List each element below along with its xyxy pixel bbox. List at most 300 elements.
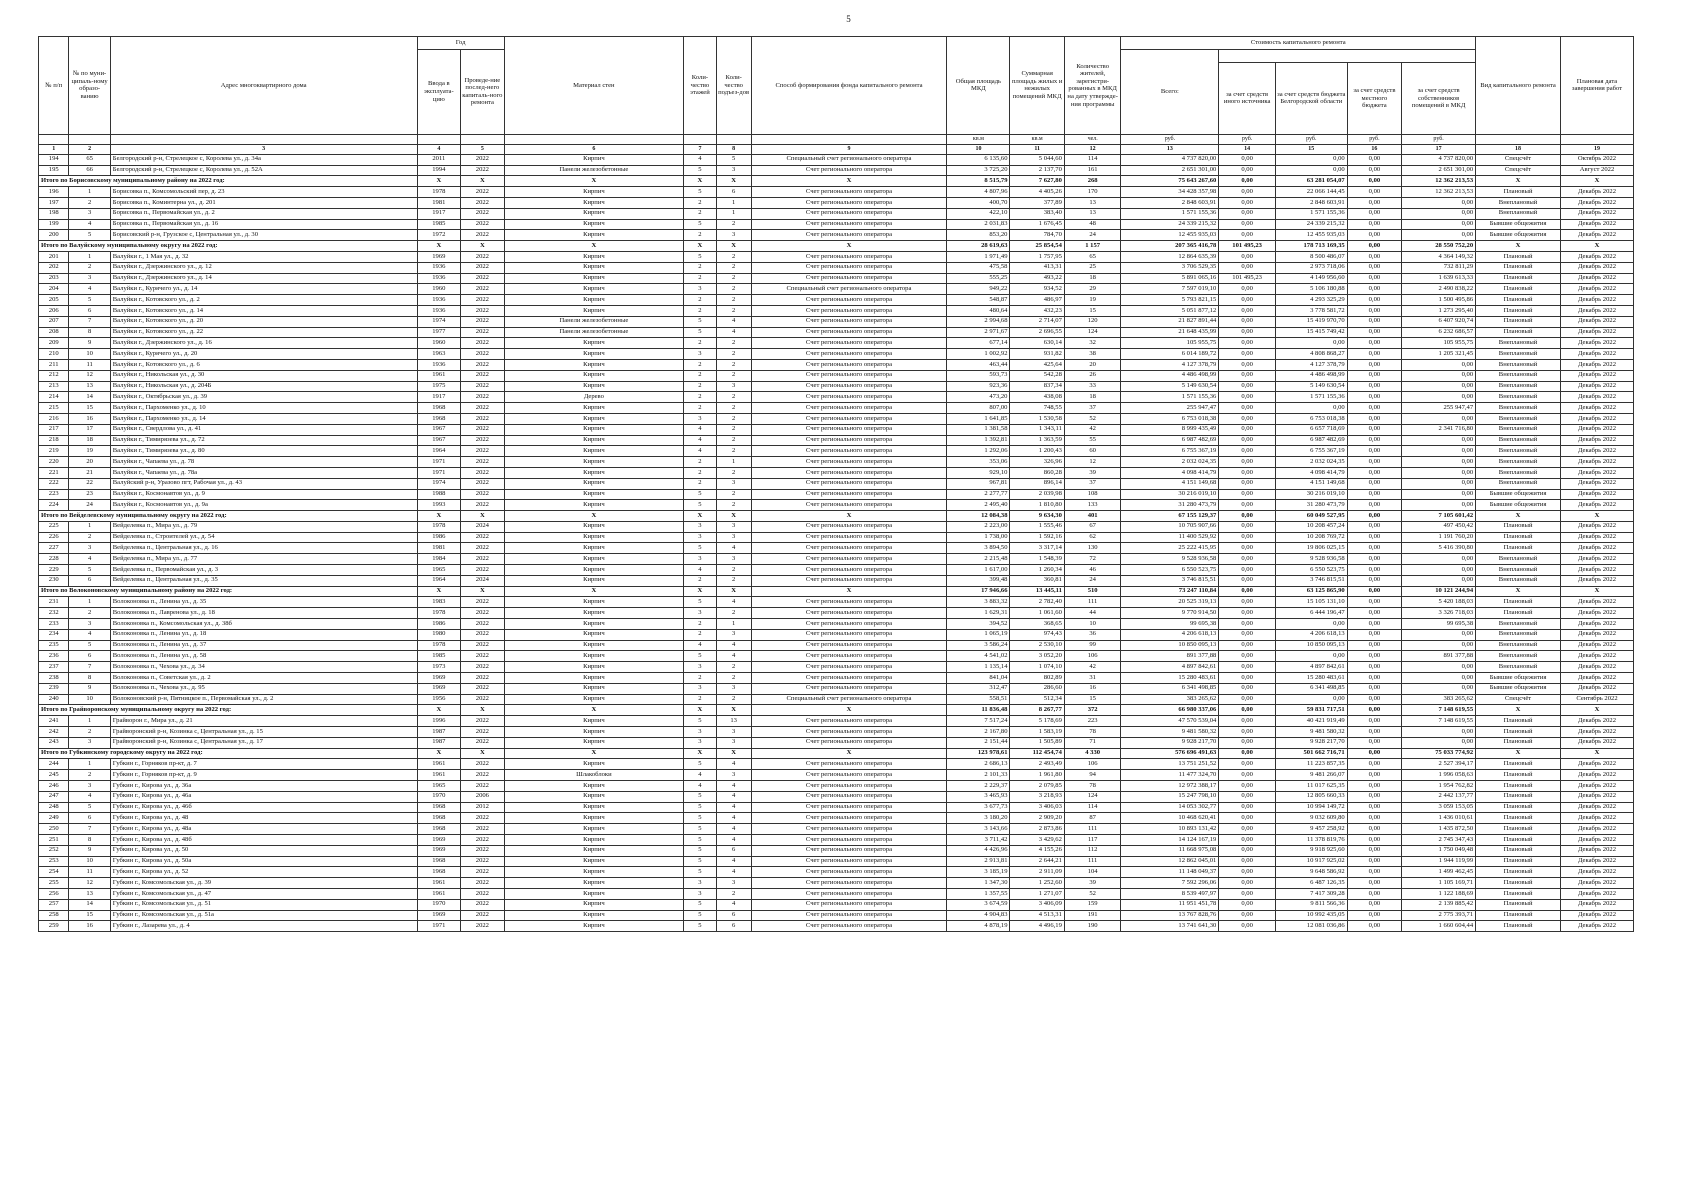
cost-local-cell: 0,00 <box>1347 489 1401 500</box>
floors-cell: X <box>684 241 717 252</box>
cost-total-cell: 8 999 435,49 <box>1121 424 1219 435</box>
cost-owners-cell: 0,00 <box>1402 737 1476 748</box>
plan-date-cell: Декабрь 2022 <box>1560 392 1633 403</box>
table-row <box>39 273 1634 284</box>
repair-type-cell: Внеплановый <box>1476 651 1561 662</box>
table-row <box>39 813 1634 824</box>
table-row <box>39 565 1634 576</box>
cost-owners-cell: 0,00 <box>1402 489 1476 500</box>
row-num-cell: 203 <box>39 273 69 284</box>
mun-num-cell: 19 <box>69 446 110 457</box>
entrances-cell: 2 <box>716 662 751 673</box>
repair-type-cell: Плановый <box>1476 532 1561 543</box>
mun-num-cell: 11 <box>69 867 110 878</box>
cost-owners-cell: 1 105 169,71 <box>1402 878 1476 889</box>
table-row <box>39 651 1634 662</box>
plan-date-cell: X <box>1560 176 1633 187</box>
cost-local-cell: 0,00 <box>1347 813 1401 824</box>
total-area-cell: 677,14 <box>947 338 1010 349</box>
year-commission-cell: 1964 <box>417 446 461 457</box>
cost-regional-cell: 7 417 309,28 <box>1275 888 1347 899</box>
cost-regional-cell: 6 444 196,47 <box>1275 608 1347 619</box>
cost-total-cell: 6 753 018,38 <box>1121 413 1219 424</box>
plan-date-cell: Декабрь 2022 <box>1560 845 1633 856</box>
cost-local-cell: 0,00 <box>1347 673 1401 684</box>
plan-date-cell: Декабрь 2022 <box>1560 619 1633 630</box>
year-last-repair-cell: 2012 <box>461 802 505 813</box>
cost-regional-cell: 4 151 149,68 <box>1275 478 1347 489</box>
year-last-repair-cell: 2022 <box>461 262 505 273</box>
year-last-repair-cell: 2024 <box>461 575 505 586</box>
cost-other-cell: 0,00 <box>1219 759 1276 770</box>
cost-local-cell: 0,00 <box>1347 716 1401 727</box>
table-row <box>39 295 1634 306</box>
year-commission-cell: 1968 <box>417 403 461 414</box>
wall-material-cell: Кирпич <box>504 262 684 273</box>
wall-material-cell: Кирпич <box>504 575 684 586</box>
cost-regional-cell: 10 917 925,02 <box>1275 856 1347 867</box>
mun-num-cell: 5 <box>69 295 110 306</box>
plan-date-cell: Декабрь 2022 <box>1560 899 1633 910</box>
cost-owners-cell: 6 407 920,74 <box>1402 316 1476 327</box>
plan-date-cell: X <box>1560 748 1633 759</box>
year-commission-cell: 1961 <box>417 370 461 381</box>
repair-type-cell: X <box>1476 241 1561 252</box>
wall-material-cell: Шлакоблоки <box>504 770 684 781</box>
row-num-cell: 194 <box>39 154 69 165</box>
subtotal-label: Итого по Волоконовскому муниципальному району на 2022 год: <box>39 586 418 597</box>
repair-type-cell: Плановый <box>1476 802 1561 813</box>
entrances-cell: 2 <box>716 219 751 230</box>
cost-owners-cell: 1 996 058,63 <box>1402 770 1476 781</box>
total-area-cell: 1 971,49 <box>947 251 1010 262</box>
floors-cell: 5 <box>684 856 717 867</box>
cost-local-cell: 0,00 <box>1347 597 1401 608</box>
wall-material-cell: Кирпич <box>504 284 684 295</box>
repair-type-cell: Внеплановый <box>1476 478 1561 489</box>
year-commission-cell: 1968 <box>417 813 461 824</box>
mun-num-cell: 3 <box>69 781 110 792</box>
year-commission-cell: X <box>417 176 461 187</box>
year-last-repair-cell: 2022 <box>461 154 505 165</box>
entrances-cell: X <box>716 748 751 759</box>
cost-other-cell: 0,00 <box>1219 640 1276 651</box>
row-num-cell: 206 <box>39 305 69 316</box>
total-area-cell: 2 101,33 <box>947 770 1010 781</box>
cost-regional-cell: 10 992 435,05 <box>1275 910 1347 921</box>
total-area-cell: 4 541,02 <box>947 651 1010 662</box>
table-row <box>39 435 1634 446</box>
wall-material-cell: Кирпич <box>504 683 684 694</box>
entrances-cell: 4 <box>716 781 751 792</box>
cost-regional-cell: 8 500 486,07 <box>1275 251 1347 262</box>
cost-regional-cell: 22 066 144,45 <box>1275 187 1347 198</box>
subtotal-label: Итого по Борисовскому муниципальному району на 2022 год: <box>39 176 418 187</box>
wall-material-cell: Кирпич <box>504 424 684 435</box>
plan-date-cell: Декабрь 2022 <box>1560 910 1633 921</box>
floors-cell: 5 <box>684 219 717 230</box>
residents-cell: 18 <box>1064 273 1121 284</box>
year-last-repair-cell: 2022 <box>461 640 505 651</box>
plan-date-cell: X <box>1560 241 1633 252</box>
column-number-10: 10 <box>947 144 1010 154</box>
cost-local-cell: 0,00 <box>1347 781 1401 792</box>
floors-cell: 4 <box>684 640 717 651</box>
year-last-repair-cell: 2022 <box>461 359 505 370</box>
floors-cell: X <box>684 748 717 759</box>
year-commission-cell: 1987 <box>417 737 461 748</box>
address-cell: Волоконовка п., Ленина ул., д. 35 <box>110 597 417 608</box>
fund-method-cell: Счет регионального оператора <box>751 521 947 532</box>
wall-material-cell: Кирпич <box>504 867 684 878</box>
cost-owners-cell: 2 139 885,42 <box>1402 899 1476 910</box>
address-cell: Валуйки г., Пархоменко ул., д. 10 <box>110 403 417 414</box>
cost-other-cell: 0,00 <box>1219 651 1276 662</box>
total-area-cell: 3 711,42 <box>947 835 1010 846</box>
cost-total-cell: 10 893 131,42 <box>1121 824 1219 835</box>
floors-cell: 2 <box>684 457 717 468</box>
table-row <box>39 910 1634 921</box>
repair-type-cell: Плановый <box>1476 187 1561 198</box>
fund-method-cell: Счет регионального оператора <box>751 392 947 403</box>
entrances-cell: 3 <box>716 727 751 738</box>
plan-date-cell: Декабрь 2022 <box>1560 716 1633 727</box>
cost-regional-cell: 60 049 527,95 <box>1275 511 1347 522</box>
plan-date-cell: X <box>1560 705 1633 716</box>
residents-cell: 24 <box>1064 575 1121 586</box>
cost-total-cell: 4 151 149,68 <box>1121 478 1219 489</box>
cost-regional-cell: 6 753 018,38 <box>1275 413 1347 424</box>
fund-method-cell: Счет регионального оператора <box>751 770 947 781</box>
living-area-cell: 438,08 <box>1010 392 1064 403</box>
wall-material-cell: Дерево <box>504 392 684 403</box>
table-body <box>39 154 1634 931</box>
fund-method-cell: Счет регионального оператора <box>751 575 947 586</box>
cost-total-cell: 383 265,62 <box>1121 694 1219 705</box>
year-last-repair-cell: 2022 <box>461 856 505 867</box>
residents-cell: 124 <box>1064 791 1121 802</box>
address-cell: Грайворонский р-н, Козинка с, Центральная ул., д. 15 <box>110 727 417 738</box>
cost-local-cell: 0,00 <box>1347 845 1401 856</box>
total-area-cell: 2 994,68 <box>947 316 1010 327</box>
unit-cell-6 <box>504 134 684 144</box>
living-area-cell: 360,81 <box>1010 575 1064 586</box>
entrances-cell: 3 <box>716 629 751 640</box>
year-commission-cell: 1960 <box>417 284 461 295</box>
cost-owners-cell: 891 377,88 <box>1402 651 1476 662</box>
table-row <box>39 737 1634 748</box>
fund-method-cell: X <box>751 241 947 252</box>
residents-cell: 114 <box>1064 154 1121 165</box>
cost-regional-cell: 24 339 215,32 <box>1275 219 1347 230</box>
fund-method-cell: Счет регионального оператора <box>751 662 947 673</box>
row-num-cell: 235 <box>39 640 69 651</box>
year-last-repair-cell: 2022 <box>461 500 505 511</box>
plan-date-cell: Декабрь 2022 <box>1560 737 1633 748</box>
address-cell: Волоконовка п., Ленина ул., д. 58 <box>110 651 417 662</box>
wall-material-cell: Кирпич <box>504 597 684 608</box>
entrances-cell: 6 <box>716 910 751 921</box>
total-area-cell: 3 180,20 <box>947 813 1010 824</box>
floors-cell: 2 <box>684 403 717 414</box>
plan-date-cell: Декабрь 2022 <box>1560 651 1633 662</box>
year-commission-cell: 1936 <box>417 305 461 316</box>
residents-cell: 111 <box>1064 824 1121 835</box>
header-cost-other: за счет средств иного источника <box>1219 62 1276 134</box>
cost-local-cell: 0,00 <box>1347 413 1401 424</box>
residents-cell: 4 330 <box>1064 748 1121 759</box>
cost-owners-cell: 0,00 <box>1402 640 1476 651</box>
floors-cell: 3 <box>684 349 717 360</box>
fund-method-cell: Счет регионального оператора <box>751 413 947 424</box>
cost-other-cell: 0,00 <box>1219 500 1276 511</box>
cost-total-cell: 4 737 820,00 <box>1121 154 1219 165</box>
year-commission-cell: 1974 <box>417 478 461 489</box>
year-commission-cell: 1969 <box>417 673 461 684</box>
cost-regional-cell: 15 280 483,61 <box>1275 673 1347 684</box>
header-plan-date: Плановая дата завершения работ <box>1560 37 1633 135</box>
living-area-cell: 25 854,54 <box>1010 241 1064 252</box>
living-area-cell: 425,64 <box>1010 359 1064 370</box>
wall-material-cell: Кирпич <box>504 608 684 619</box>
cost-local-cell: 0,00 <box>1347 165 1401 176</box>
table-row <box>39 457 1634 468</box>
plan-date-cell: Декабрь 2022 <box>1560 597 1633 608</box>
year-last-repair-cell: 2022 <box>461 878 505 889</box>
mun-num-cell: 8 <box>69 327 110 338</box>
living-area-cell: 3 429,62 <box>1010 835 1064 846</box>
entrances-cell: 4 <box>716 327 751 338</box>
cost-local-cell: 0,00 <box>1347 619 1401 630</box>
plan-date-cell: Декабрь 2022 <box>1560 835 1633 846</box>
floors-cell: 5 <box>684 187 717 198</box>
header-cost-group: Стоимость капитального ремонта <box>1121 37 1476 50</box>
year-last-repair-cell: 2022 <box>461 770 505 781</box>
cost-total-cell: 24 339 215,32 <box>1121 219 1219 230</box>
cost-owners-cell: 0,00 <box>1402 457 1476 468</box>
cost-regional-cell: 9 481 580,32 <box>1275 727 1347 738</box>
floors-cell: 2 <box>684 467 717 478</box>
table-row <box>39 521 1634 532</box>
floors-cell: 2 <box>684 370 717 381</box>
mun-num-cell: 11 <box>69 359 110 370</box>
cost-regional-cell: 9 918 925,60 <box>1275 845 1347 856</box>
address-cell: Валуйки г., Космонавтов ул., д. 9а <box>110 500 417 511</box>
year-commission-cell: 1961 <box>417 770 461 781</box>
residents-cell: 71 <box>1064 737 1121 748</box>
year-commission-cell: 1985 <box>417 219 461 230</box>
wall-material-cell: Кирпич <box>504 467 684 478</box>
entrances-cell: 6 <box>716 187 751 198</box>
floors-cell: 4 <box>684 781 717 792</box>
total-area-cell: 3 677,73 <box>947 802 1010 813</box>
residents-cell: 39 <box>1064 467 1121 478</box>
plan-date-cell: Декабрь 2022 <box>1560 629 1633 640</box>
cost-local-cell: 0,00 <box>1347 273 1401 284</box>
cost-other-cell: 0,00 <box>1219 338 1276 349</box>
year-last-repair-cell: 2022 <box>461 727 505 738</box>
plan-date-cell: Декабрь 2022 <box>1560 575 1633 586</box>
living-area-cell: 1 548,39 <box>1010 554 1064 565</box>
table-row <box>39 781 1634 792</box>
cost-total-cell: 25 222 415,95 <box>1121 543 1219 554</box>
year-last-repair-cell: 2022 <box>461 467 505 478</box>
address-cell: Волоконовка п., Комсомольская ул., д. 38б <box>110 619 417 630</box>
total-area-cell: 923,36 <box>947 381 1010 392</box>
cost-other-cell: 0,00 <box>1219 316 1276 327</box>
residents-cell: 10 <box>1064 619 1121 630</box>
year-commission-cell: 1961 <box>417 759 461 770</box>
plan-date-cell: Декабрь 2022 <box>1560 251 1633 262</box>
subtotal-row <box>39 241 1634 252</box>
floors-cell: 3 <box>684 737 717 748</box>
address-cell: Валуйки г., Котовского ул., д. 22 <box>110 327 417 338</box>
repair-type-cell: Плановый <box>1476 824 1561 835</box>
repair-type-cell: Плановый <box>1476 284 1561 295</box>
cost-other-cell: 0,00 <box>1219 813 1276 824</box>
table-row <box>39 640 1634 651</box>
residents-cell: 13 <box>1064 208 1121 219</box>
cost-total-cell: 10 705 907,66 <box>1121 521 1219 532</box>
living-area-cell: 1 505,89 <box>1010 737 1064 748</box>
floors-cell: 2 <box>684 575 717 586</box>
fund-method-cell: Счет регионального оператора <box>751 629 947 640</box>
address-cell: Валуйки г., Котовского ул., д. 6 <box>110 359 417 370</box>
cost-other-cell: 0,00 <box>1219 662 1276 673</box>
column-number-9: 9 <box>751 144 947 154</box>
living-area-cell: 493,22 <box>1010 273 1064 284</box>
residents-cell: 42 <box>1064 662 1121 673</box>
cost-other-cell: 0,00 <box>1219 403 1276 414</box>
total-area-cell: 475,58 <box>947 262 1010 273</box>
year-commission-cell: 1917 <box>417 392 461 403</box>
cost-total-cell: 66 980 337,06 <box>1121 705 1219 716</box>
header-living-area: Суммарная площадь жилых и нежилых помещений МКД <box>1010 37 1064 135</box>
residents-cell: 65 <box>1064 251 1121 262</box>
floors-cell: 2 <box>684 305 717 316</box>
repair-type-cell: Внеплановый <box>1476 619 1561 630</box>
cost-regional-cell: 6 341 498,85 <box>1275 683 1347 694</box>
repair-type-cell: Внеплановый <box>1476 208 1561 219</box>
repair-type-cell: Плановый <box>1476 759 1561 770</box>
cost-owners-cell: 0,00 <box>1402 219 1476 230</box>
floors-cell: 5 <box>684 867 717 878</box>
year-commission-cell: 1996 <box>417 716 461 727</box>
cost-owners-cell: 1 436 010,61 <box>1402 813 1476 824</box>
address-cell: Волоконовка п., Чехова ул., д. 95 <box>110 683 417 694</box>
cost-total-cell: 2 032 024,35 <box>1121 457 1219 468</box>
cost-total-cell: 6 341 498,85 <box>1121 683 1219 694</box>
fund-method-cell: Счет регионального оператора <box>751 791 947 802</box>
cost-total-cell: 20 525 319,13 <box>1121 597 1219 608</box>
cost-regional-cell: 30 216 019,10 <box>1275 489 1347 500</box>
entrances-cell: 2 <box>716 251 751 262</box>
cost-owners-cell: 0,00 <box>1402 478 1476 489</box>
floors-cell: 4 <box>684 154 717 165</box>
living-area-cell: 486,97 <box>1010 295 1064 306</box>
plan-date-cell: Декабрь 2022 <box>1560 856 1633 867</box>
total-area-cell: 463,44 <box>947 359 1010 370</box>
floors-cell: 3 <box>684 284 717 295</box>
cost-total-cell: 34 428 357,98 <box>1121 187 1219 198</box>
mun-num-cell: 4 <box>69 629 110 640</box>
mun-num-cell: 23 <box>69 489 110 500</box>
cost-local-cell: 0,00 <box>1347 705 1401 716</box>
total-area-cell: 4 878,19 <box>947 921 1010 932</box>
cost-total-cell: 9 928 217,70 <box>1121 737 1219 748</box>
cost-total-cell: 4 127 378,79 <box>1121 359 1219 370</box>
row-num-cell: 209 <box>39 338 69 349</box>
cost-total-cell: 11 477 324,70 <box>1121 770 1219 781</box>
cost-regional-cell: 6 657 718,69 <box>1275 424 1347 435</box>
cost-regional-cell: 15 419 970,70 <box>1275 316 1347 327</box>
cost-owners-cell: 0,00 <box>1402 392 1476 403</box>
floors-cell: 2 <box>684 295 717 306</box>
wall-material-cell: Кирпич <box>504 813 684 824</box>
mun-num-cell: 5 <box>69 802 110 813</box>
header-total-area: Общая площадь МКД <box>947 37 1010 135</box>
entrances-cell: 2 <box>716 349 751 360</box>
table-row <box>39 575 1634 586</box>
year-last-repair-cell: 2022 <box>461 208 505 219</box>
cost-other-cell: 0,00 <box>1219 608 1276 619</box>
mun-num-cell: 9 <box>69 683 110 694</box>
cost-total-cell: 4 098 414,79 <box>1121 467 1219 478</box>
floors-cell: X <box>684 511 717 522</box>
total-area-cell: 17 946,66 <box>947 586 1010 597</box>
cost-regional-cell: 4 486 498,99 <box>1275 370 1347 381</box>
residents-cell: 510 <box>1064 586 1121 597</box>
entrances-cell: 2 <box>716 413 751 424</box>
residents-cell: 25 <box>1064 262 1121 273</box>
year-last-repair-cell: 2022 <box>461 813 505 824</box>
entrances-cell: 2 <box>716 500 751 511</box>
year-last-repair-cell: 2022 <box>461 197 505 208</box>
cost-local-cell: 0,00 <box>1347 608 1401 619</box>
living-area-cell: 974,43 <box>1010 629 1064 640</box>
residents-cell: 42 <box>1064 424 1121 435</box>
floors-cell: 5 <box>684 327 717 338</box>
cost-other-cell: 0,00 <box>1219 219 1276 230</box>
fund-method-cell: Счет регионального оператора <box>751 187 947 198</box>
cost-regional-cell: 4 098 414,79 <box>1275 467 1347 478</box>
residents-cell: 120 <box>1064 316 1121 327</box>
living-area-cell: 2 039,98 <box>1010 489 1064 500</box>
year-commission-cell: 1936 <box>417 273 461 284</box>
cost-local-cell: 0,00 <box>1347 748 1401 759</box>
cost-local-cell: 0,00 <box>1347 824 1401 835</box>
floors-cell: X <box>684 176 717 187</box>
plan-date-cell: Декабрь 2022 <box>1560 262 1633 273</box>
cost-other-cell: 0,00 <box>1219 899 1276 910</box>
year-commission-cell: 1956 <box>417 694 461 705</box>
mun-num-cell: 3 <box>69 208 110 219</box>
address-cell: Губкин г., Кирова ул., д. 52 <box>110 867 417 878</box>
fund-method-cell: X <box>751 748 947 759</box>
floors-cell: 5 <box>684 251 717 262</box>
subtotal-row <box>39 176 1634 187</box>
floors-cell: 5 <box>684 910 717 921</box>
cost-local-cell: 0,00 <box>1347 478 1401 489</box>
cost-total-cell: 31 280 473,79 <box>1121 500 1219 511</box>
year-last-repair-cell: 2022 <box>461 219 505 230</box>
address-cell: Губкин г., Кирова ул., д. 46б <box>110 802 417 813</box>
residents-cell: 29 <box>1064 284 1121 295</box>
fund-method-cell: Счет регионального оператора <box>751 856 947 867</box>
repair-type-cell: Внеплановый <box>1476 662 1561 673</box>
cost-total-cell: 2 651 301,00 <box>1121 165 1219 176</box>
residents-cell: 223 <box>1064 716 1121 727</box>
